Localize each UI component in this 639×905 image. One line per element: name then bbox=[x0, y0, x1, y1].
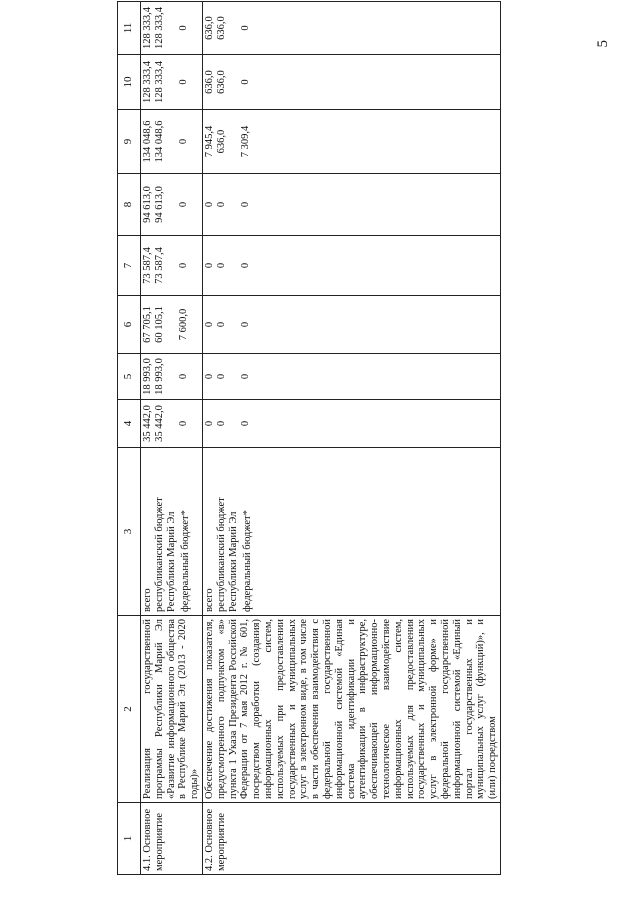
source-label: федеральный бюджет* bbox=[241, 510, 253, 612]
header-cell: 3 bbox=[118, 448, 141, 616]
value-cell: 7 945,4 bbox=[203, 125, 215, 158]
value-cell: 636,0 bbox=[203, 70, 215, 94]
row-id: 4.1. Основное мероприятие bbox=[141, 803, 203, 875]
value-cell: 0 bbox=[203, 262, 215, 269]
value-cell: 0 bbox=[203, 373, 215, 380]
table-row bbox=[141, 2, 203, 875]
source-label: всего bbox=[203, 588, 215, 612]
value-cell: 0 bbox=[178, 420, 189, 427]
value-cell: 0 bbox=[239, 201, 251, 208]
value-cell: 134 048,6 bbox=[142, 120, 153, 163]
value-cell: 0 bbox=[215, 420, 227, 427]
value-cell: 0 bbox=[239, 321, 251, 328]
value-cell: 0 bbox=[203, 321, 215, 328]
header-cell: 6 bbox=[118, 296, 141, 354]
value-cell: 636,0 bbox=[215, 129, 227, 154]
value-cell: 73 587,4 bbox=[142, 247, 153, 284]
value-cell: 0 bbox=[178, 201, 189, 208]
value-cell: 0 bbox=[215, 201, 227, 208]
value-cell: 0 bbox=[239, 25, 251, 31]
row-description: Обеспечение достижения показателя, предусмотренного подпунктом «в» пункта 1 Указа Президента Российской Федерации от 7 мая 2012 г. № 601, посредством доработки (создания) информационных систем, используемых при предоставлении государственных и муниципальных услуг в электронном виде, в том числе в части обеспечения взаимодействия с федеральной государственной информационной системой «Единая система идентификации и аутентификации в инфраструктуре, обеспечивающей информационно-технологическое взаимодействие информационных систем, используемых для предоставления государственных и муниципальных услуг в электронной форме» и федеральной государственной информационной системой «Единый портал государственных и муниципальных услуг (функций)», и (или) посредством bbox=[202, 616, 500, 803]
header-cell: 4 bbox=[118, 400, 141, 448]
funding-sources bbox=[202, 448, 500, 616]
header-cell: 8 bbox=[118, 174, 141, 236]
source-label: республиканский бюджет Республики Марий Эл bbox=[215, 497, 239, 612]
value-cell: 0 bbox=[203, 420, 215, 427]
value-cell: 7 309,4 bbox=[239, 125, 251, 158]
value-cell: 0 bbox=[178, 138, 189, 145]
value-cell: 636,0 bbox=[215, 16, 227, 40]
source-label: федеральный бюджет* bbox=[179, 510, 191, 612]
value-cell: 0 bbox=[215, 262, 227, 269]
header-row bbox=[118, 2, 141, 875]
value-cell: 636,0 bbox=[203, 16, 215, 40]
value-cell: 94 613,0 bbox=[154, 186, 165, 223]
value-cell: 35 442,0 bbox=[142, 405, 153, 442]
budget-table bbox=[117, 1, 501, 875]
value-cell: 128 333,4 bbox=[154, 7, 165, 49]
value-cell: 67 705,1 bbox=[142, 306, 153, 343]
value-cell: 636,0 bbox=[215, 70, 227, 94]
table-row bbox=[202, 2, 500, 875]
value-cell: 35 442,0 bbox=[154, 405, 165, 442]
source-label: всего bbox=[142, 588, 153, 612]
value-cell: 128 333,4 bbox=[154, 61, 165, 103]
value-cell: 0 bbox=[203, 201, 215, 208]
page-number: 5 bbox=[595, 40, 611, 48]
header-cell: 5 bbox=[118, 354, 141, 400]
value-cell: 73 587,4 bbox=[154, 247, 165, 284]
row-description: Реализация государственной программы Республики Марий Эл «Развитие информационного общества в Республике Марий Эл (2013 - 2020 годы)» bbox=[141, 616, 203, 803]
value-cell: 0 bbox=[215, 321, 227, 328]
source-label: республиканский бюджет Республики Марий Эл bbox=[154, 497, 177, 612]
value-cell: 0 bbox=[178, 79, 189, 85]
value-cell: 0 bbox=[178, 262, 189, 269]
value-cell: 134 048,6 bbox=[154, 120, 165, 163]
value-cell: 0 bbox=[178, 25, 189, 31]
value-cell: 7 600,0 bbox=[178, 308, 189, 341]
value-cell: 0 bbox=[215, 373, 227, 380]
value-cell: 0 bbox=[239, 373, 251, 380]
value-cell: 94 613,0 bbox=[142, 186, 153, 223]
header-cell: 1 bbox=[118, 803, 141, 875]
value-cell: 0 bbox=[239, 262, 251, 269]
funding-sources bbox=[141, 448, 203, 616]
header-cell: 10 bbox=[118, 55, 141, 110]
header-cell: 9 bbox=[118, 110, 141, 174]
value-cell: 128 333,4 bbox=[142, 7, 153, 49]
value-cell: 0 bbox=[178, 373, 189, 380]
header-cell: 11 bbox=[118, 2, 141, 55]
value-cell: 18 993,0 bbox=[154, 358, 165, 395]
row-id: 4.2. Основное мероприятие bbox=[202, 803, 500, 875]
value-cell: 18 993,0 bbox=[142, 358, 153, 395]
value-cell: 0 bbox=[239, 420, 251, 427]
value-cell: 128 333,4 bbox=[142, 61, 153, 103]
value-cell: 0 bbox=[239, 79, 251, 85]
value-cell: 60 105,1 bbox=[154, 306, 165, 343]
header-cell: 7 bbox=[118, 236, 141, 296]
header-cell: 2 bbox=[118, 616, 141, 803]
